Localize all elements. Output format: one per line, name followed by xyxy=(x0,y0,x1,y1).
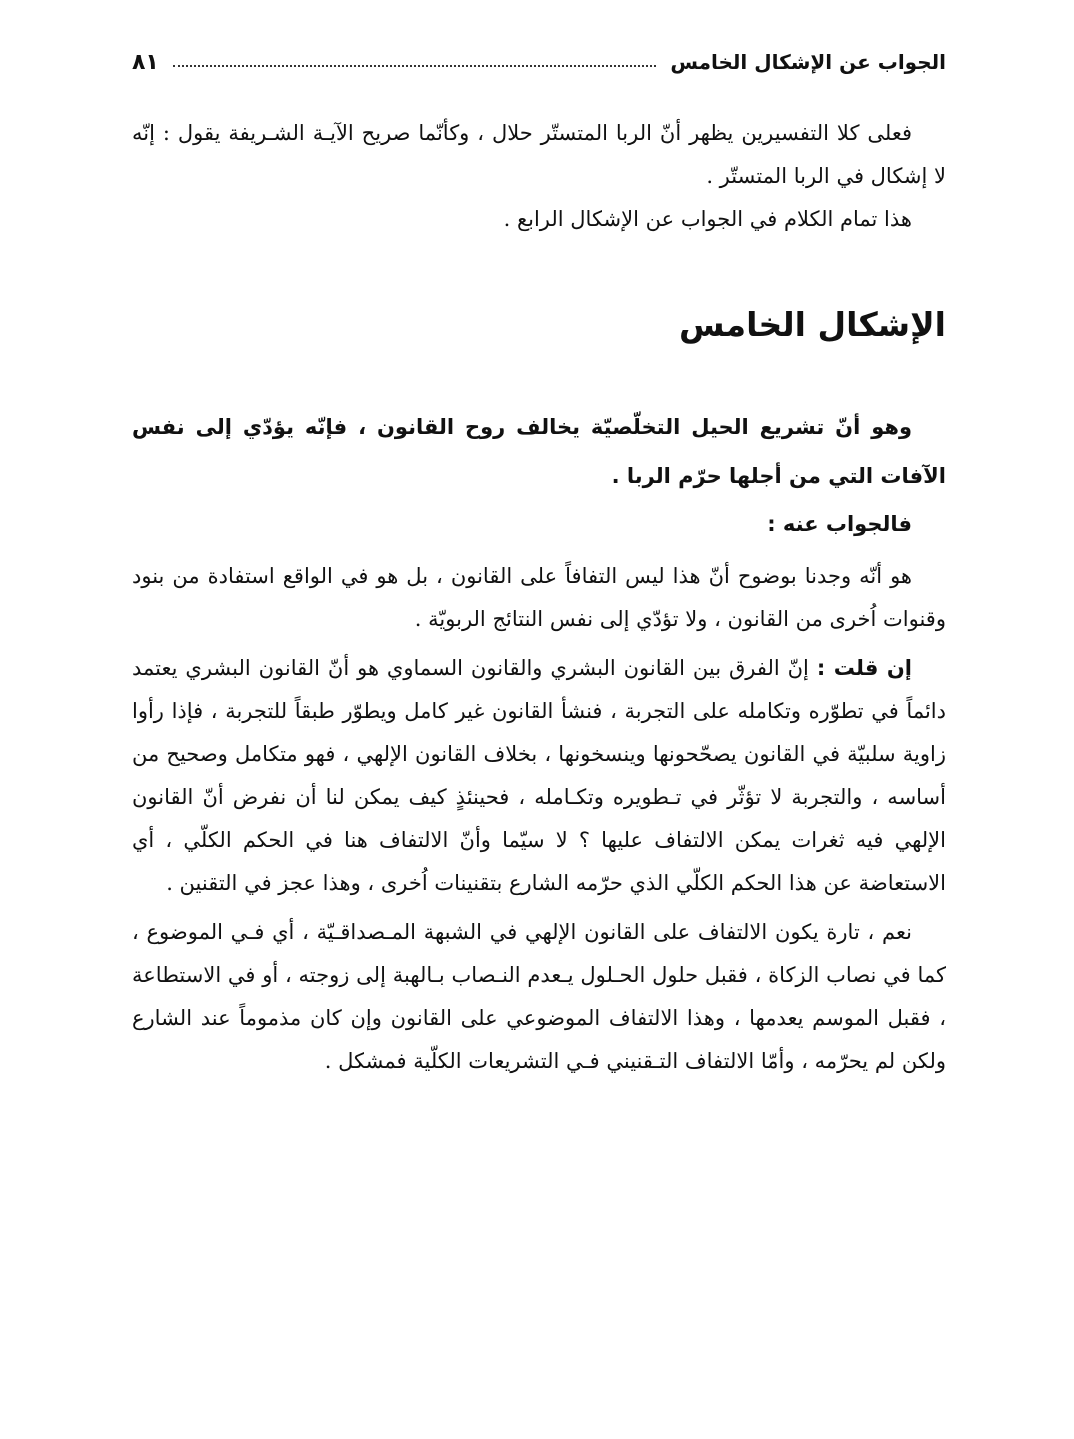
dotted-leader xyxy=(173,65,656,67)
paragraph-1: فعلى كلا التفسيرين يظهر أنّ الربا المتستّر حلال ، وكأنّما صريح الآيـة الشـريفة يقول : إنّه لا إشكال في الربا المتستّر . xyxy=(132,121,946,188)
running-header xyxy=(132,42,946,82)
paragraph-3: هو أنّه وجدنا بوضوح أنّ هذا ليس التفافاً على القانون ، بل هو في الواقع استفادة من بنود وقنوات اُخرى من القانون ، ولا تؤدّي إلى نفس النتائج الربويّة . xyxy=(132,564,946,631)
running-title: الجواب عن الإشكال الخامس xyxy=(670,50,946,74)
answer-label: فالجواب عنه : xyxy=(767,512,912,536)
paragraph-4-text: إنّ الفرق بين القانون البشري والقانون السماوي هو أنّ القانون البشري يعتمد دائماً في تطوّره وتكامله على التجربة ، فنشأ القانون غير كامل ويطوّر طبقاً للتجربة ، فإذا رأوا زاوية سلبيّة في القانون يصحّحونها وينسخونها ، بخلاف القانون الإلهي ، فهو متكامل وصحيح من أساسه ، والتجربة لا تؤثّر في تـطويره وتكـامله ، فحينئذٍ كيف يمكن لنا أن نفرض أنّ القانون الإلهي فيه ثغرات يمكن الالتفاف عليها ؟ لا سيّما وأنّ الالتفاف هنا في الحكم الكلّي ، أي الاستعاضة عن هذا الحكم الكلّي الذي حرّمه الشارع بتقنينات اُخرى ، وهذا عجز في التقنين . xyxy=(132,656,946,895)
paragraph-5: نعم ، تارة يكون الالتفاف على القانون الإلهي في الشبهة المـصداقـيّة ، أي فـي الموضوع ، كما في نصاب الزكاة ، فقبل حلول الحـلول يـعدم النـصاب بـالهبة إلى زوجته ، أو في الاستطاعة ، فقبل الموسم يعدمها ، وهذا الالتفاف الموضوعي على القانون وإن كان مذموماً عند الشارع ولكن لم يحرّمه ، وأمّا الالتفاف التـقنيني فـي التشريعات الكلّية فمشكل . xyxy=(132,920,946,1073)
paragraph-4 xyxy=(132,647,946,905)
objection-lead-in: إن قلت : xyxy=(816,656,912,680)
paragraph-2: هذا تمام الكلام في الجواب عن الإشكال الرابع . xyxy=(503,207,912,231)
page-number: ٨١ xyxy=(132,49,159,75)
section-title: الإشكال الخامس xyxy=(679,305,946,344)
objection-statement: وهو أنّ تشريع الحيل التخلّصيّة يخالف روح القانون ، فإنّه يؤدّي إلى نفس الآفات التي من أجلها حرّم الربا . xyxy=(132,415,946,488)
page-body xyxy=(132,112,946,1083)
